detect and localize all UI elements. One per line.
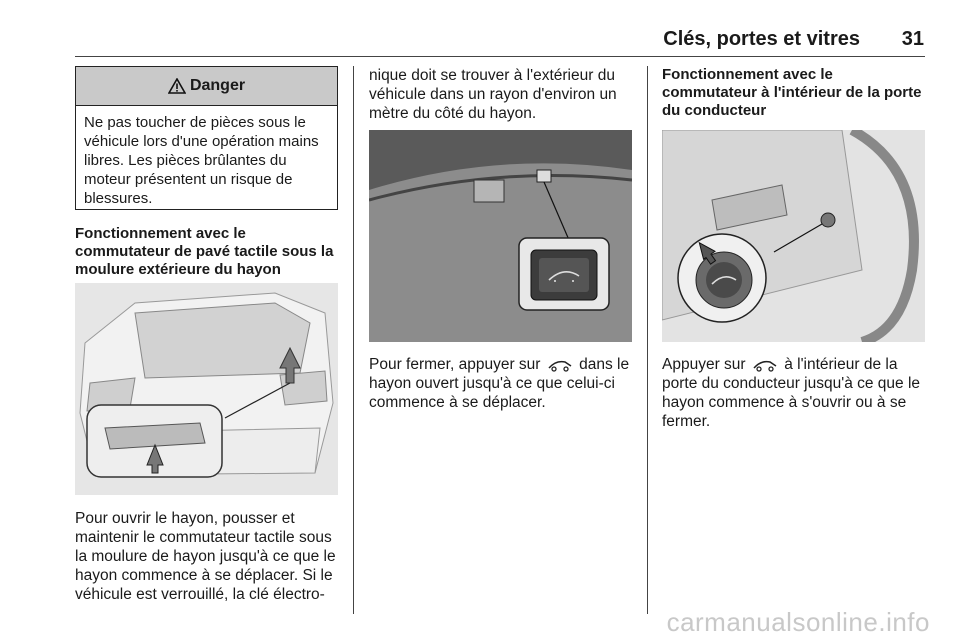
- tailgate-close-switch-illustration: [369, 130, 632, 342]
- tailgate-icon: [547, 358, 573, 372]
- col3-body-before-icon: Appuyer sur: [662, 356, 746, 373]
- danger-header: [76, 67, 337, 106]
- watermark: carmanualsonline.info: [666, 607, 930, 637]
- warning-triangle-icon: [168, 78, 186, 94]
- column-divider-1: [353, 66, 354, 614]
- header-divider: [75, 56, 925, 57]
- tailgate-icon: [752, 358, 778, 372]
- col1-body-text: Pour ouvrir le hayon, pousser et maintenir le commutateur tactile sous la moulure de hayon jusqu'à ce que le hayon commence à se déplacer. Si le véhicule est verrouillé, la clé électro-: [75, 510, 336, 603]
- danger-text: Ne pas toucher de pièces sous le véhicule lors d'une opération mains libres. Les pièces brûlantes du moteur présentent un risque de blessures.: [84, 114, 319, 207]
- column-divider-2: [647, 66, 648, 614]
- col2-body-before-icon: Pour fermer, appuyer sur: [369, 356, 541, 373]
- section-heading-driver-door: Fonctionnement avec le commutateur à l'intérieur de la porte du conducteur: [662, 66, 922, 119]
- driver-door-switch-illustration: [662, 130, 925, 342]
- section-heading-touchpad: Fonctionnement avec le commutateur de pavé tactile sous la moulure extérieure du hayon: [75, 225, 334, 278]
- col2-intro-text: nique doit se trouver à l'extérieur du véhicule dans un rayon d'environ un mètre du côté du hayon.: [369, 67, 617, 122]
- danger-label: Danger: [189, 77, 246, 94]
- col3-body-text: [662, 355, 932, 431]
- danger-box: [75, 66, 338, 210]
- col2-body-after-icon: dans le hayon ouvert jusqu'à ce que celui-ci commence à se déplacer.: [369, 356, 630, 411]
- page-header-title: Clés, portes et vitres: [663, 28, 860, 50]
- page-number: 31: [901, 28, 924, 50]
- col2-body-text: [369, 355, 639, 412]
- tailgate-touchpad-illustration: [75, 283, 338, 495]
- col3-body-after-icon: à l'intérieur de la porte du conducteur jusqu'à ce que le hayon commence à s'ouvrir ou à se fermer.: [662, 356, 921, 430]
